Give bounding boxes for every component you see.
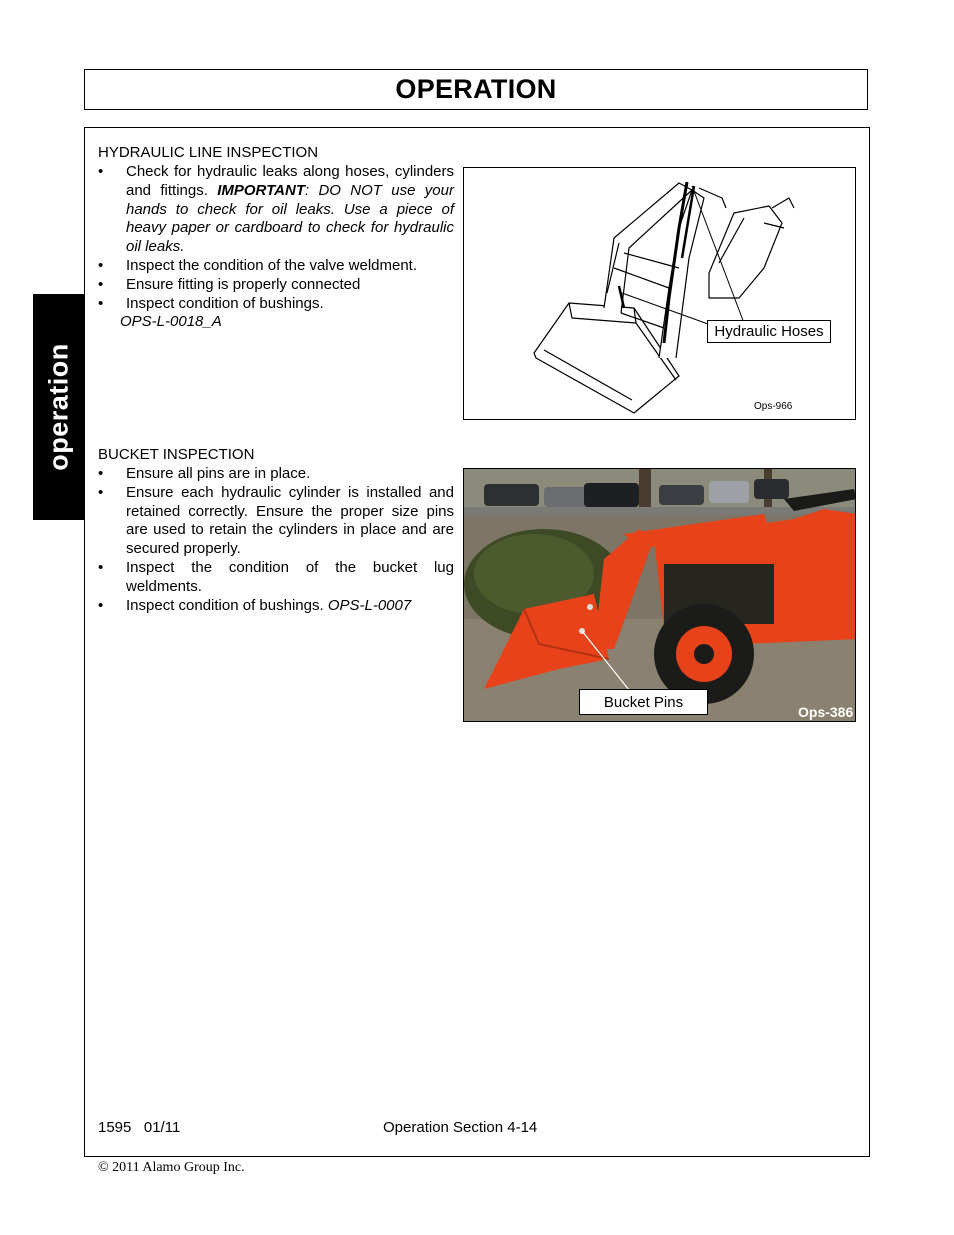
bullet-dot: • (98, 163, 104, 180)
bullet-dot: • (98, 596, 104, 614)
hydraulic-reference: OPS-L-0018_A (120, 313, 222, 331)
important-label: IMPORTANT (217, 181, 305, 199)
list-item-text: Inspect the condition of the valve weldment. (126, 256, 418, 274)
list-item-text: Inspect condition of bushings. OPS-L-0007 (126, 596, 412, 614)
list-item-text: Inspect the condition of the bucket lug weldments. (126, 558, 454, 595)
hydraulic-heading: HYDRAULIC LINE INSPECTION (98, 144, 319, 161)
hydraulic-bullets (98, 163, 454, 332)
bullet-dot: • (98, 275, 104, 293)
tractor-loader-photo-icon (464, 469, 856, 722)
copyright-notice: © 2011 Alamo Group Inc. (98, 1160, 245, 1175)
list-item-text: Check for hydraulic leaks along hoses, cylinders and fittings. IMPORTANT: DO NOT use your hands to check for oil leaks. Use a piece of heavy paper or cardboard to check for hydraulic oil leaks. (126, 163, 454, 256)
list-item (98, 597, 454, 616)
bullet-dot: • (98, 294, 104, 312)
list-item-text: Ensure each hydraulic cylinder is installed and retained correctly. Ensure the proper size pins are used to retain the cylinders in place and are secured properly. (126, 483, 454, 558)
list-item (98, 465, 454, 484)
list-item (98, 276, 454, 295)
list-item (98, 257, 454, 276)
bucket-bullets (98, 465, 454, 615)
footer-doc-number: 1595 01/11 (98, 1119, 181, 1136)
loader-line-drawing-figure (463, 167, 856, 420)
page-title: OPERATION (395, 74, 557, 104)
list-item (98, 295, 454, 314)
figure-code: Ops-386 (798, 704, 854, 720)
list-item-text: Inspect condition of bushings. (126, 294, 324, 312)
side-tab-label: operation (43, 343, 74, 471)
page-header (84, 69, 868, 110)
bullet-dot: • (98, 256, 104, 274)
bucket-reference: OPS-L-0007 (327, 596, 412, 614)
list-item (98, 163, 454, 257)
list-item-text: Ensure all pins are in place. (126, 465, 311, 482)
figure-code: Ops-966 (754, 401, 793, 412)
list-item-text: Ensure fitting is properly connected (126, 275, 361, 293)
bucket-pins-callout: Bucket Pins (579, 689, 708, 715)
loader-drawing-icon (464, 168, 856, 420)
list-item (98, 559, 454, 597)
tractor-photo-figure (463, 468, 856, 722)
bullet-dot: • (98, 465, 104, 482)
footer-page-label: Operation Section 4-14 (383, 1119, 538, 1136)
hydraulic-hoses-callout: Hydraulic Hoses (707, 320, 831, 343)
bullet-dot: • (98, 483, 104, 501)
bucket-heading: BUCKET INSPECTION (98, 446, 255, 463)
bullet-dot: • (98, 558, 104, 576)
side-tab (33, 294, 85, 520)
list-item (98, 484, 454, 559)
